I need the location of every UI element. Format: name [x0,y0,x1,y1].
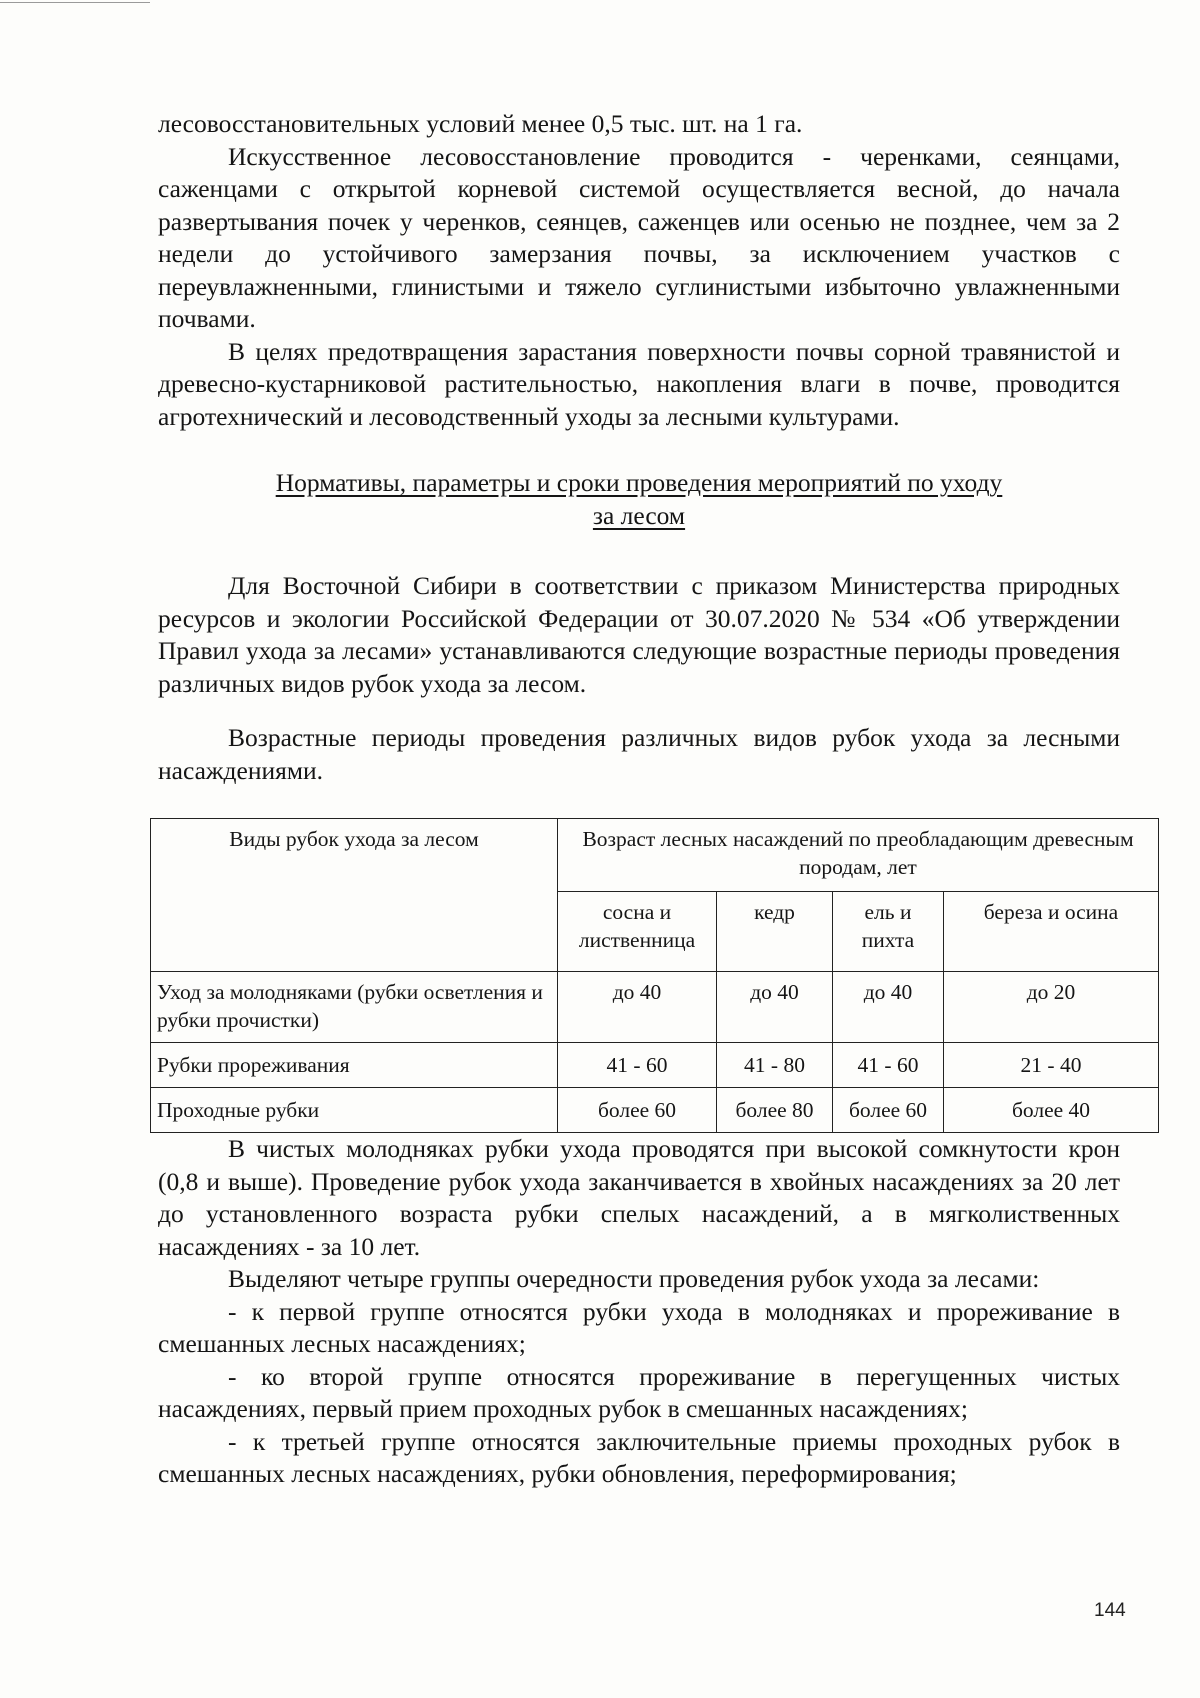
table-header-row [151,819,1159,892]
paragraph-pure-young-stands: В чистых молодняках рубки ухода проводятся при высокой сомкнутости крон (0,8 и выше). Проведение рубок ухода заканчивается в хвойных насаждениях за 20 лет до установленного возраста рубки спелых насаждений, а в мягколиственных насаждениях - за 10 лет. [158,1134,1120,1261]
table-row [151,1088,1159,1133]
paragraph-artificial-reforestation: Искусственное лесовосстановление проводится - черенками, сеянцами, саженцами с открытой корневой системой осуществляется весной, до начала развертывания почек у черенков, сеянцев, саженцев или осенью не позднее, чем за 2 недели до устойчивого замерзания почвы, за исключением участков с переувлажненными, глинистыми и тяжело суглинистыми избыточно увлажненными почвами. [158,141,1120,333]
table-cell: более 60 [558,1088,717,1133]
section-heading-line2: за лесом [592,500,686,530]
list-item-group-3: - к третьей группе относятся заключительные приемы проходных рубок в смешанных лесных насаждениях, рубки обновления, переформирования; [158,1426,1120,1488]
table-cell: до 40 [558,972,717,1043]
paragraph-east-siberia: Для Восточной Сибири в соответствии с приказом Министерства природных ресурсов и экологии Российской Федерации от 30.07.2020 № 534 «Об утверждении Правил ухода за лесами» устанавливаются следующие возрастные периоды проведения различных видов рубок ухода за лесом. [158,571,1120,698]
col-header-age-group: Возраст лесных насаждений по преобладающим древесным породам, лет [558,819,1159,892]
table-cell: до 20 [944,972,1159,1043]
table-cell: более 80 [717,1088,833,1133]
table-cell: до 40 [833,972,944,1043]
page-number: 144 [1094,1600,1126,1621]
col-header-birch-aspen: береза и осина [944,892,1159,972]
col-header-cutting-types: Виды рубок ухода за лесом [151,819,558,972]
table-cell: более 40 [944,1088,1159,1133]
paragraph-agrotechnical-care: В целях предотвращения зарастания поверхности почвы сорной травянистой и древесно-кустарниковой растительностью, накопления влаги в почве, проводится агротехнический и лесоводственный уходы за лесными культурами. [158,336,1120,431]
row-name-young-stands: Уход за молодняками (рубки осветления и рубки прочистки) [151,972,558,1043]
list-item-group-1: - к первой группе относятся рубки ухода в молодняках и прореживание в смешанных лесных насаждениях; [158,1296,1120,1358]
col-header-cedar: кедр [717,892,833,972]
table-cell: более 60 [833,1088,944,1133]
section-heading-line1: Нормативы, параметры и сроки проведения мероприятий по уходу [275,468,1003,497]
thinning-age-table [150,818,1159,1133]
paragraph-four-groups: Выделяют четыре группы очередности проведения рубок ухода за лесами: [228,1264,1040,1293]
row-name-passing-cuttings: Проходные рубки [151,1088,558,1133]
table-row [151,1043,1159,1088]
scan-edge-line [0,2,150,3]
table-row [151,972,1159,1043]
table-cell: 41 - 60 [833,1043,944,1088]
col-header-pine-larch: сосна и лиственница [558,892,717,972]
document-page [157,108,1134,1491]
list-item-group-2: - ко второй группе относятся прореживание в перегущенных чистых насаждениях, первый прием проходных рубок в смешанных насаждениях; [158,1361,1120,1423]
section-heading [158,467,1120,500]
col-header-spruce-fir: ель и пихта [833,892,944,972]
section-heading-cont [158,500,1120,533]
table-cell: 21 - 40 [944,1043,1159,1088]
table-cell: до 40 [717,972,833,1043]
table-caption: Возрастные периоды проведения различных видов рубок ухода за лесными насаждениями. [158,723,1120,785]
row-name-thinning: Рубки прореживания [151,1043,558,1088]
paragraph-continuation: лесовосстановительных условий менее 0,5 тыс. шт. на 1 га. [158,109,803,138]
table-cell: 41 - 80 [717,1043,833,1088]
table-cell: 41 - 60 [558,1043,717,1088]
